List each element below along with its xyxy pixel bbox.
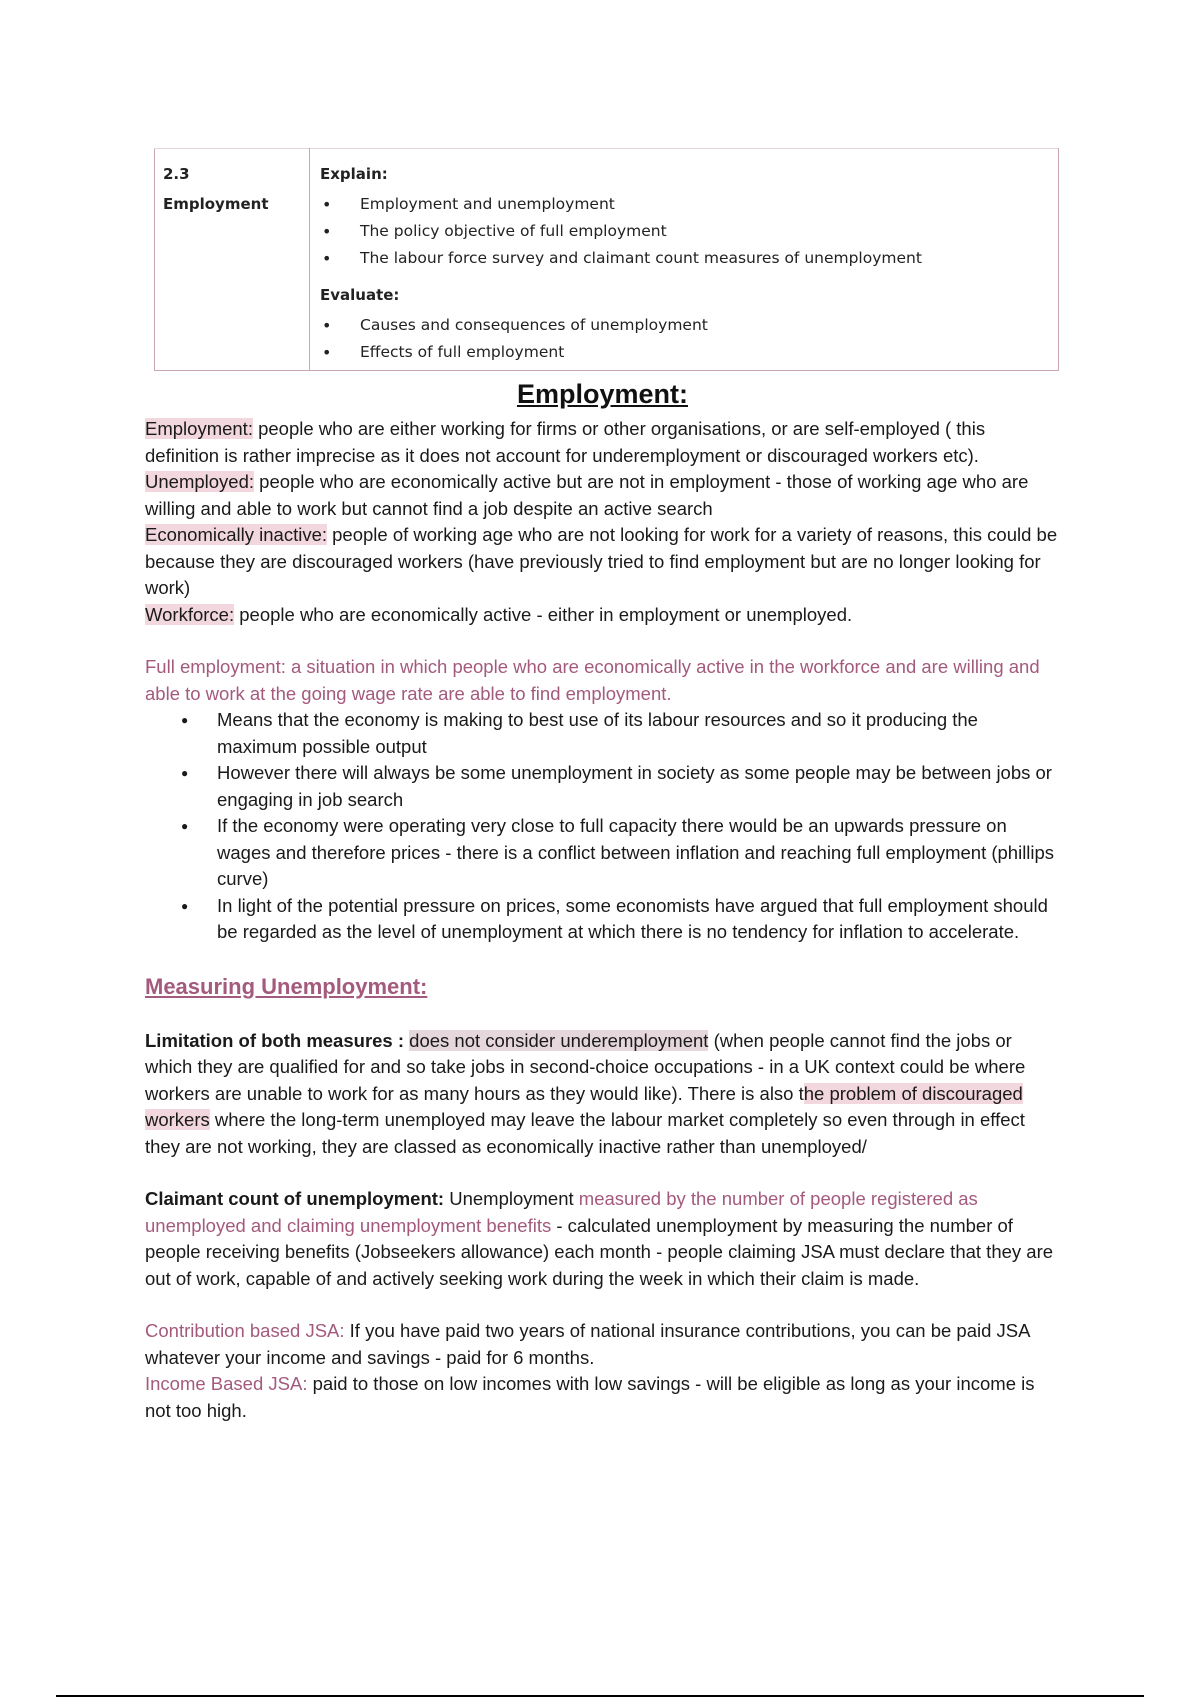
contribution-jsa-paragraph: Contribution based JSA: If you have paid two years of national insurance contributions, you can be paid JSA whatever your income and savings - paid for 6 months. <box>145 1320 1030 1368</box>
explain-list <box>320 191 1058 272</box>
full-employment-points <box>145 707 1060 946</box>
limitation-paragraph: Limitation of both measures : does not consider underemployment (when people cannot find the jobs or which they are qualified for and so take jobs in second-choice occupations - in a UK context could be where workers are unable to work for as many hours as they would like). There is also the problem of discouraged workers where the long-term unemployed may leave the labour market completely so even through in effect they are not working, they are classed as economically inactive rather than unemployed/ <box>145 1029 1026 1157</box>
specification-table <box>154 148 1059 371</box>
spec-topic: Employment <box>163 195 269 213</box>
full-employment-definition: Full employment: a situation in which people who are economically active in the workforce and are willing and able to work at the going wage rate are able to find employment. <box>145 656 1040 704</box>
evaluate-list <box>320 312 1058 366</box>
income-jsa-label: Income Based JSA: <box>145 1373 308 1394</box>
spec-content-cell <box>310 149 1059 371</box>
spacer <box>145 1292 1060 1318</box>
spacer <box>145 1002 1060 1028</box>
spacer <box>145 946 1060 972</box>
explain-label: Explain: <box>320 165 388 183</box>
spec-topic-cell <box>155 149 310 371</box>
list-item: • Effects of full employment <box>320 339 1058 366</box>
page-title: Employment: <box>516 379 689 409</box>
definition-employment <box>145 416 1060 469</box>
claimant-count-paragraph: Claimant count of unemployment: Unemployment measured by the number of people registered as unemployed and claiming unemployment benefits - calculated unemployment by measuring the number of people receiving benefits (Jobseekers allowance) each month - people claiming JSA must declare that they are out of work, capable of and actively seeking work during the week in which their claim is made. <box>145 1188 1054 1289</box>
list-item: • Employment and unemployment <box>320 191 1058 218</box>
list-item: ● If the economy were operating very close to full capacity there would be an upwards pressure on wages and therefore prices - there is a conflict between inflation and reaching full employment (phillips curve) <box>217 813 1060 893</box>
claimant-count-label: Claimant count of unemployment: <box>145 1188 445 1209</box>
limitation-label: Limitation of both measures : <box>145 1029 405 1051</box>
spacer <box>145 1160 1060 1186</box>
evaluate-label: Evaluate: <box>320 286 400 304</box>
definition-term: Economically inactive: <box>145 524 327 545</box>
definition-workforce <box>145 602 1060 629</box>
measuring-unemployment-heading: Measuring Unemployment: <box>145 973 428 999</box>
definition-text: people who are either working for firms or other organisations, or are self-employed ( this definition is rather imprecise as it does not account for underemployment or discouraged workers etc). <box>145 418 986 466</box>
income-jsa-paragraph: Income Based JSA: paid to those on low incomes with low savings - will be eligible as long as your income is not too high. <box>145 1373 1035 1421</box>
list-item: • Causes and consequences of unemployment <box>320 312 1058 339</box>
list-item: • The policy objective of full employment <box>320 218 1058 245</box>
definition-term: Workforce: <box>145 603 235 625</box>
highlight-discouraged-workers: he problem of discouraged workers <box>145 1082 1023 1130</box>
definition-term: Unemployed: <box>145 471 255 492</box>
list-item: ● However there will always be some unemployment in society as some people may be between jobs or engaging in job search <box>217 760 1060 813</box>
spec-code: 2.3 <box>163 165 190 183</box>
spacer <box>145 628 1060 654</box>
footer-divider <box>56 1695 1144 1697</box>
notes-body <box>145 378 1060 1424</box>
list-item: • The labour force survey and claimant count measures of unemployment <box>320 245 1058 272</box>
definition-text: people of working age who are not looking for work for a variety of reasons, this could be because they are discouraged workers (have previously tried to find employment but are no longer looking for work) <box>145 524 1058 598</box>
list-item: ● Means that the economy is making to best use of its labour resources and so it producing the maximum possible output <box>217 707 1060 760</box>
list-item: ● In light of the potential pressure on prices, some economists have argued that full employment should be regarded as the level of unemployment at which there is no tendency for inflation to accelerate. <box>217 893 1060 946</box>
definition-text: people who are economically active - either in employment or unemployed. <box>234 603 853 625</box>
definition-text: people who are economically active but are not in employment - those of working age who are willing and able to work but cannot find a job despite an active search <box>145 471 1029 519</box>
definition-unemployed <box>145 469 1060 522</box>
contribution-jsa-label: Contribution based JSA: <box>145 1320 345 1341</box>
highlight-underemployment: does not consider underemployment <box>409 1029 709 1051</box>
definition-term: Employment: <box>145 418 253 439</box>
definition-economically-inactive <box>145 522 1060 602</box>
